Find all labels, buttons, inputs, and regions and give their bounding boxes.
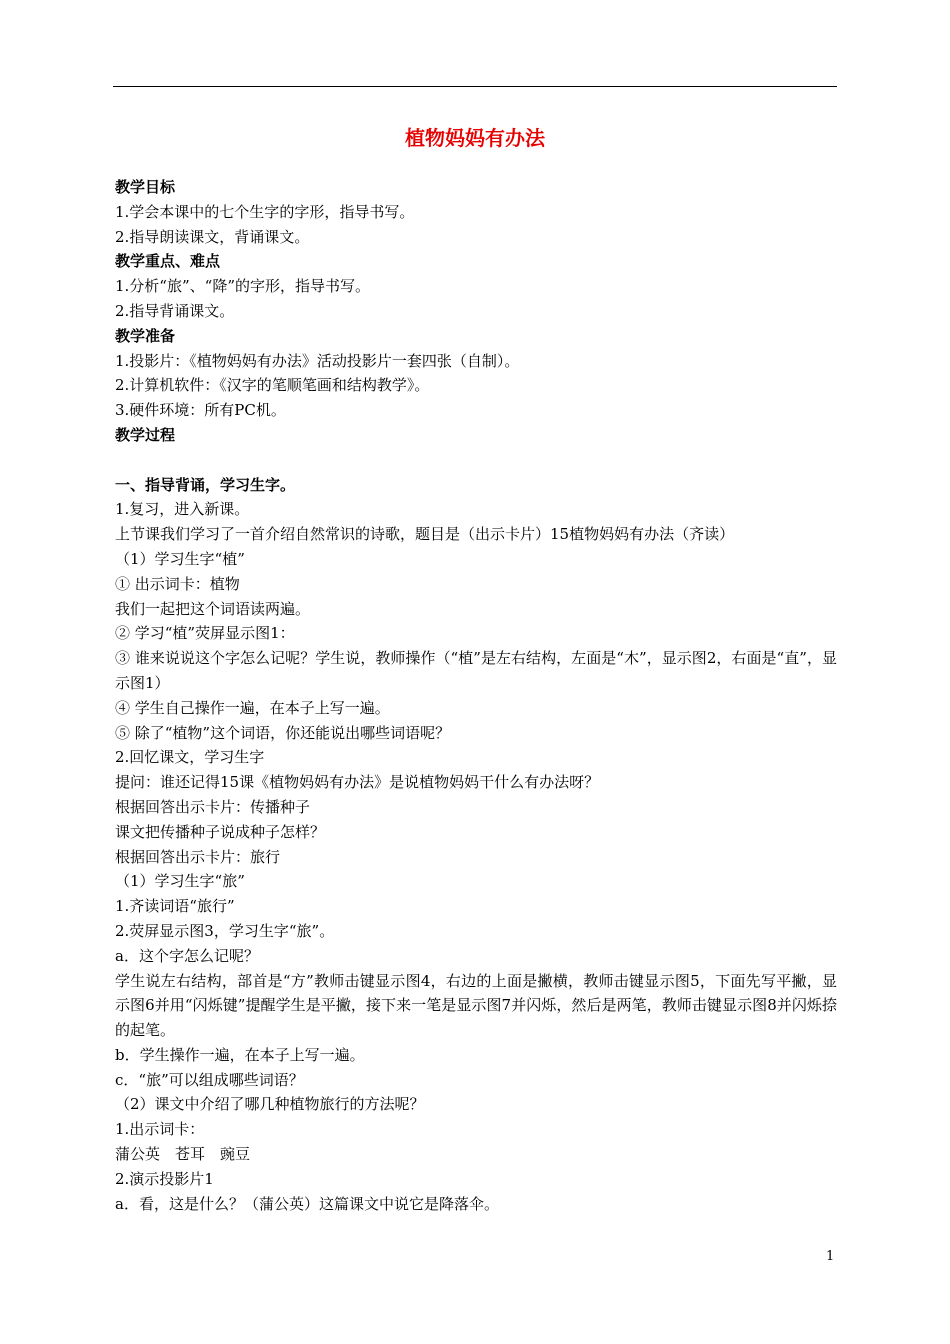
paragraph: 蒲公英 苍耳 豌豆 bbox=[115, 1145, 251, 1164]
paragraph: （2）课文中介绍了哪几种植物旅行的方法呢？ bbox=[115, 1095, 425, 1114]
paragraph: c．“旅”可以组成哪些词语？ bbox=[115, 1070, 304, 1089]
paragraph: ② 学习“植”荧屏显示图1： bbox=[115, 624, 295, 643]
paragraph: 上节课我们学习了一首介绍自然常识的诗歌，题目是（出示卡片）15植物妈妈有办法（齐读） bbox=[115, 525, 735, 544]
paragraph: ① 出示词卡：植物 bbox=[115, 574, 240, 593]
paragraph: 1.分析“旅”、“降”的字形，指导书写。 bbox=[115, 277, 370, 296]
paragraph: ⑤ 除了“植物”这个词语，你还能说出哪些词语呢？ bbox=[115, 723, 451, 742]
paragraph: ③ 谁来说说这个字怎么记呢？学生说，教师操作（“植”是左右结构，左面是“木”，显示图2，右面是“直”，显示图1） bbox=[115, 649, 837, 692]
paragraph: 我们一起把这个词语读两遍。 bbox=[115, 599, 311, 618]
blank-line bbox=[115, 448, 837, 473]
paragraph: a．这个字怎么记呢？ bbox=[115, 946, 259, 965]
paragraph: （1）学习生字“植” bbox=[115, 549, 245, 568]
heading-key-points: 教学重点、难点 bbox=[115, 252, 221, 271]
document-body bbox=[115, 175, 837, 1216]
paragraph: 1.投影片：《植物妈妈有办法》活动投影片一套四张（自制）。 bbox=[115, 351, 520, 370]
heading-process: 教学过程 bbox=[115, 425, 176, 444]
paragraph: 3.硬件环境：所有PC机。 bbox=[115, 401, 286, 420]
header-rule bbox=[113, 86, 837, 87]
paragraph: b．学生操作一遍，在本子上写一遍。 bbox=[115, 1045, 365, 1064]
page-number: 1 bbox=[826, 1249, 835, 1264]
document-title: 植物妈妈有办法 bbox=[405, 126, 545, 150]
paragraph: 1.复习，进入新课。 bbox=[115, 500, 250, 519]
paragraph: 1.学会本课中的七个生字的字形，指导书写。 bbox=[115, 202, 415, 221]
paragraph: 课文把传播种子说成种子怎样？ bbox=[115, 822, 326, 841]
section-heading: 一、指导背诵，学习生字。 bbox=[115, 475, 296, 494]
paragraph: 1.齐读词语“旅行” bbox=[115, 897, 235, 916]
paragraph: 根据回答出示卡片：传播种子 bbox=[115, 797, 311, 816]
paragraph: ④ 学生自己操作一遍，在本子上写一遍。 bbox=[115, 698, 390, 717]
paragraph: 2.计算机软件：《汉字的笔顺笔画和结构教学》。 bbox=[115, 376, 430, 395]
paragraph: （1）学习生字“旅” bbox=[115, 872, 245, 891]
paragraph: 根据回答出示卡片：旅行 bbox=[115, 847, 281, 866]
paragraph: 2.荧屏显示图3，学习生字“旅”。 bbox=[115, 921, 335, 940]
paragraph: a．看，这是什么？（蒲公英）这篇课文中说它是降落伞。 bbox=[115, 1194, 499, 1213]
paragraph: 2.指导背诵课文。 bbox=[115, 301, 235, 320]
heading-teaching-goals: 教学目标 bbox=[115, 178, 176, 196]
paragraph: 学生说左右结构，部首是“方”教师击键显示图4，右边的上面是撇横，教师击键显示图5，下面先写平撇，显示图6并用“闪烁键”提醒学生是平撇，接下来一笔是显示图7并闪烁，然后是两笔，教师击键显示图8并闪烁捺的起笔。 bbox=[115, 971, 837, 1040]
paragraph: 2.指导朗读课文，背诵课文。 bbox=[115, 227, 310, 246]
paragraph: 2.演示投影片1 bbox=[115, 1169, 214, 1188]
paragraph: 2.回忆课文，学习生字 bbox=[115, 748, 265, 767]
heading-preparation: 教学准备 bbox=[115, 326, 176, 345]
paragraph: 1.出示词卡： bbox=[115, 1120, 205, 1139]
paragraph: 提问：谁还记得15课《植物妈妈有办法》是说植物妈妈干什么有办法呀？ bbox=[115, 773, 600, 792]
